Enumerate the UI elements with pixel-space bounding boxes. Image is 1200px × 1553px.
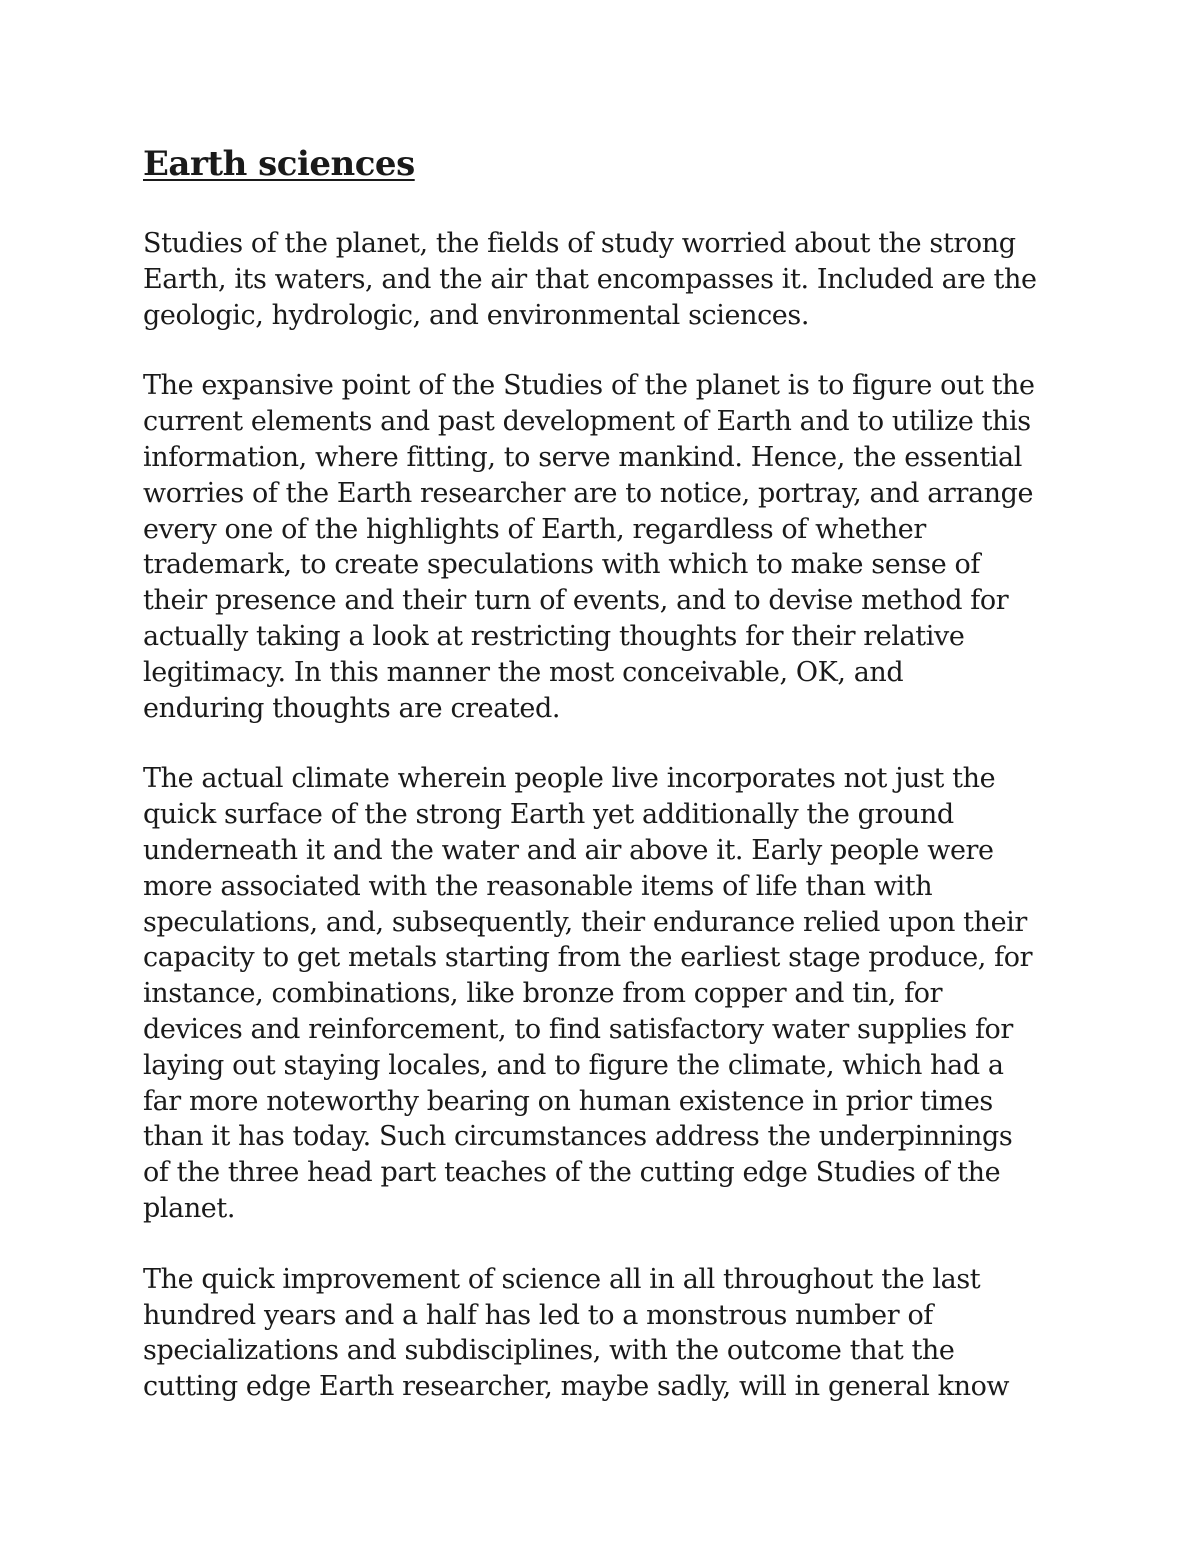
text-line: information, where fitting, to serve mankind. Hence, the essential (143, 441, 1022, 473)
text-line: more associated with the reasonable items of life than with (143, 870, 933, 902)
text-line: their presence and their turn of events, and to devise method for (143, 585, 1009, 617)
text-line: geologic, hydrologic, and environmental sciences. (143, 299, 810, 331)
text-line: The actual climate wherein people live incorporates not just the (143, 763, 996, 795)
text-line: worries of the Earth researcher are to notice, portray, and arrange (143, 477, 1034, 509)
text-line: of the three head part teaches of the cutting edge Studies of the (143, 1157, 1001, 1189)
text-line: trademark, to create speculations with which to make sense of (143, 549, 980, 581)
document-title: Earth sciences (143, 144, 415, 184)
paragraph-1 (143, 226, 1078, 333)
text-line: enduring thoughts are created. (143, 692, 561, 724)
text-line: planet. (143, 1192, 236, 1224)
text-line: Earth, its waters, and the air that encompasses it. Included are the (143, 263, 1037, 295)
text-line: speculations, and, subsequently, their endurance relied upon their (143, 906, 1027, 938)
text-line: The expansive point of the Studies of the planet is to figure out the (143, 370, 1035, 402)
text-line: cutting edge Earth researcher, maybe sadly, will in general know (143, 1371, 1010, 1403)
text-line: The quick improvement of science all in all throughout the last (143, 1263, 981, 1295)
text-line: specializations and subdisciplines, with the outcome that the (143, 1335, 955, 1367)
text-line: far more noteworthy bearing on human existence in prior times (143, 1085, 993, 1117)
text-line: hundred years and a half has led to a monstrous number of (143, 1299, 933, 1331)
text-line: capacity to get metals starting from the earliest stage produce, for (143, 942, 1033, 974)
text-line: quick surface of the strong Earth yet additionally the ground (143, 799, 954, 831)
text-line: devices and reinforcement, to find satisfactory water supplies for (143, 1013, 1013, 1045)
paragraph-4 (143, 1262, 1078, 1405)
text-line: every one of the highlights of Earth, regardless of whether (143, 513, 926, 545)
text-line: laying out staying locales, and to figure the climate, which had a (143, 1049, 1004, 1081)
paragraph-3 (143, 761, 1078, 1226)
document-body (143, 140, 1078, 1440)
paragraph-2 (143, 368, 1078, 726)
text-line: legitimacy. In this manner the most conceivable, OK, and (143, 656, 904, 688)
text-line: actually taking a look at restricting thoughts for their relative (143, 620, 965, 652)
text-line: underneath it and the water and air above it. Early people were (143, 834, 994, 866)
text-line: instance, combinations, like bronze from copper and tin, for (143, 978, 943, 1010)
text-line: than it has today. Such circumstances address the underpinnings (143, 1121, 1013, 1153)
text-line: Studies of the planet, the fields of study worried about the strong (143, 228, 1016, 259)
text-line: current elements and past development of Earth and to utilize this (143, 406, 1031, 438)
